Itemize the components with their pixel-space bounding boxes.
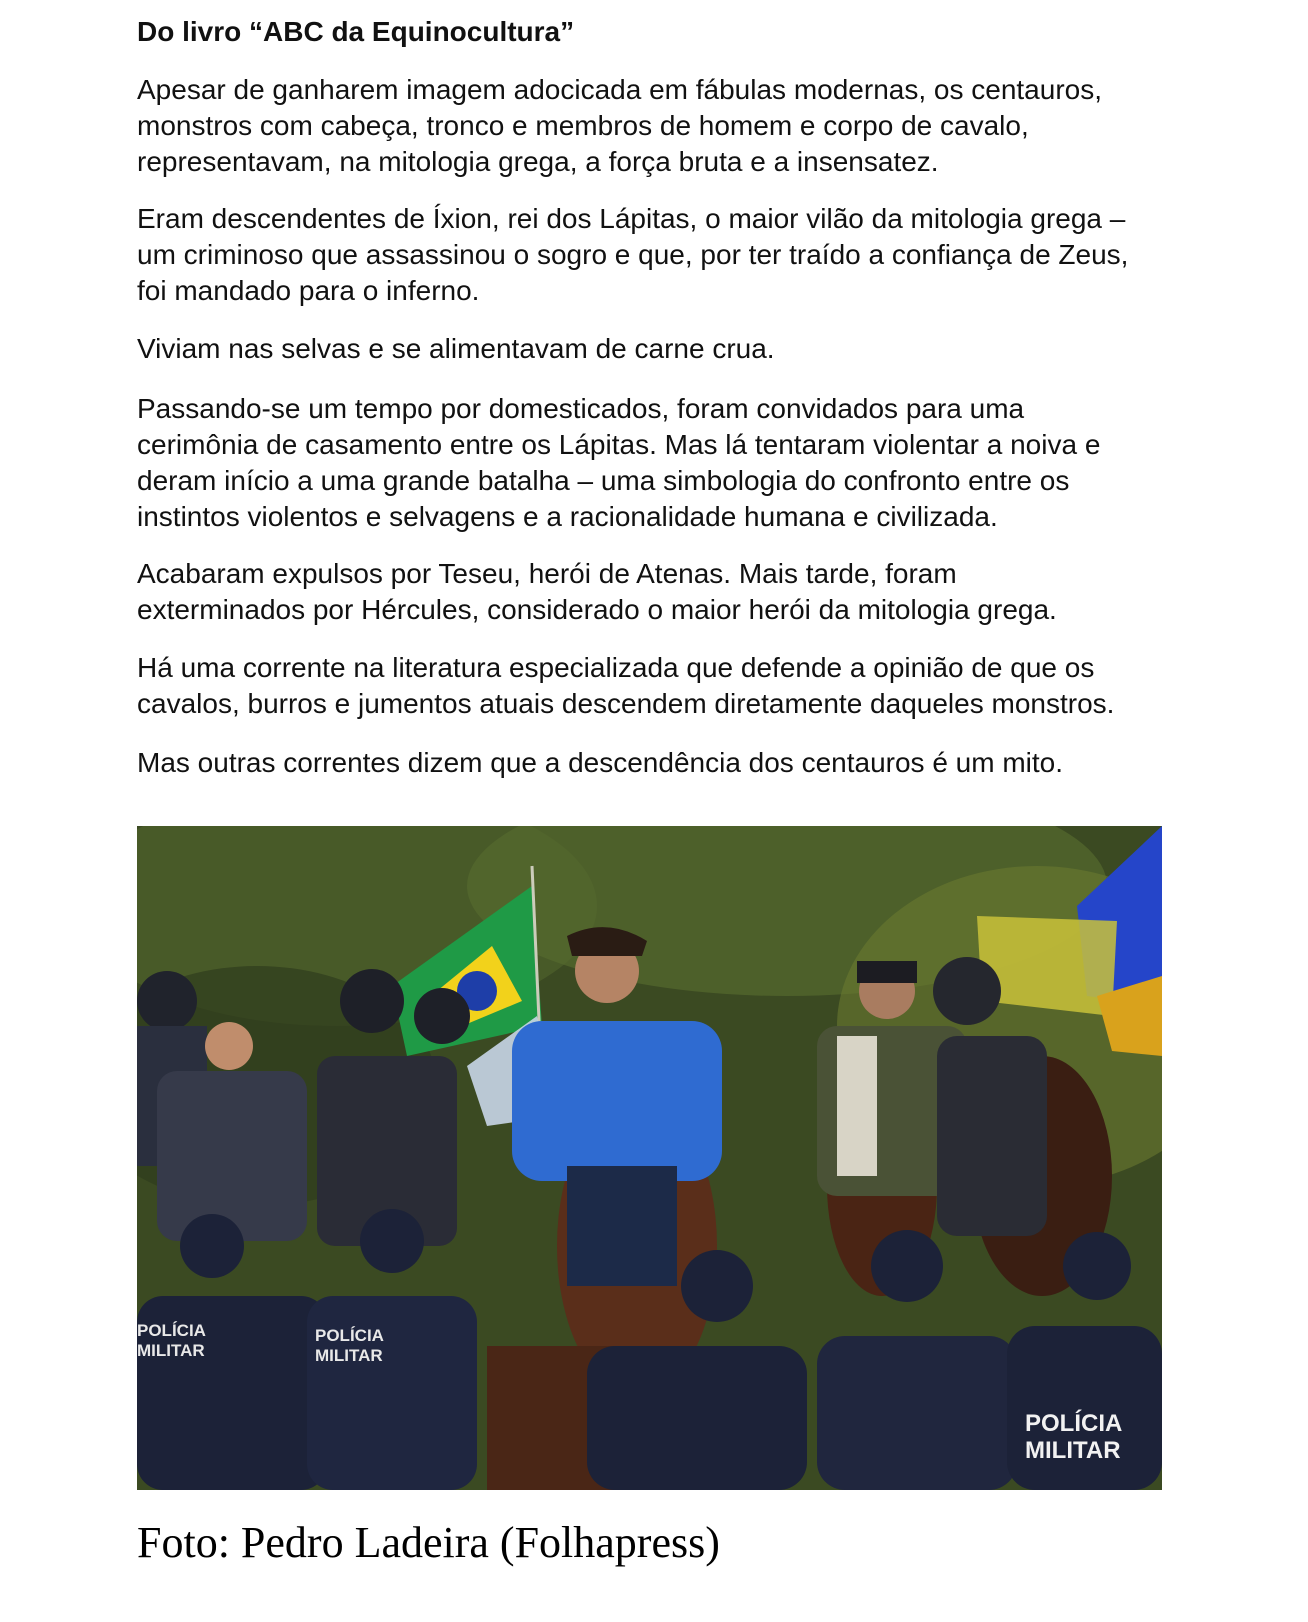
paragraph-wedding-battle: Passando-se um tempo por domesticados, foram convidados para uma cerimônia de casamento entre os Lápitas. Mas lá tentaram violentar a noiva e deram início a uma grande batalha – uma simbologia do confronto entre os instintos violentos e selvagens e a racionalidade humana e civilizada.	[137, 393, 1101, 532]
paragraph-ixion: Eram descendentes de Íxion, rei dos Lápitas, o maior vilão da mitologia grega – um criminoso que assassinou o sogro e que, por ter traído a confiança de Zeus, foi mandado para o inferno.	[137, 203, 1129, 306]
paragraph-teseu-hercules: Acabaram expulsos por Teseu, herói de Atenas. Mais tarde, foram exterminados por Hércules, considerado o maior herói da mitologia grega.	[137, 558, 1057, 625]
vest-text-right-2: MILITAR	[1025, 1437, 1121, 1464]
paragraph-myth: Mas outras correntes dizem que a descendência dos centauros é um mito.	[137, 747, 1064, 778]
vest-text-right-1: POLÍCIA	[1025, 1410, 1123, 1437]
vest-text-left-1: POLÍCIA	[137, 1321, 206, 1340]
photo-caption: Foto: Pedro Ladeira (Folhapress)	[137, 1518, 720, 1567]
paragraph-centaurs-intro: Apesar de ganharem imagem adocicada em fábulas modernas, os centauros, monstros com cabeça, tronco e membros de homem e corpo de cavalo, representavam, na mitologia grega, a força bruta e a insensatez.	[137, 74, 1102, 177]
vest-text-mid-2: MILITAR	[315, 1346, 383, 1365]
paragraph-literature: Há uma corrente na literatura especializada que defende a opinião de que os cavalos, burros e jumentos atuais descendem diretamente daqueles monstros.	[137, 652, 1115, 719]
news-photo	[137, 826, 1162, 1490]
vest-text-mid-1: POLÍCIA	[315, 1326, 384, 1345]
vest-text-left-2: MILITAR	[137, 1341, 205, 1360]
paragraph-raw-meat: Viviam nas selvas e se alimentavam de carne crua.	[137, 333, 775, 364]
document-heading: Do livro “ABC da Equinocultura”	[137, 16, 575, 47]
